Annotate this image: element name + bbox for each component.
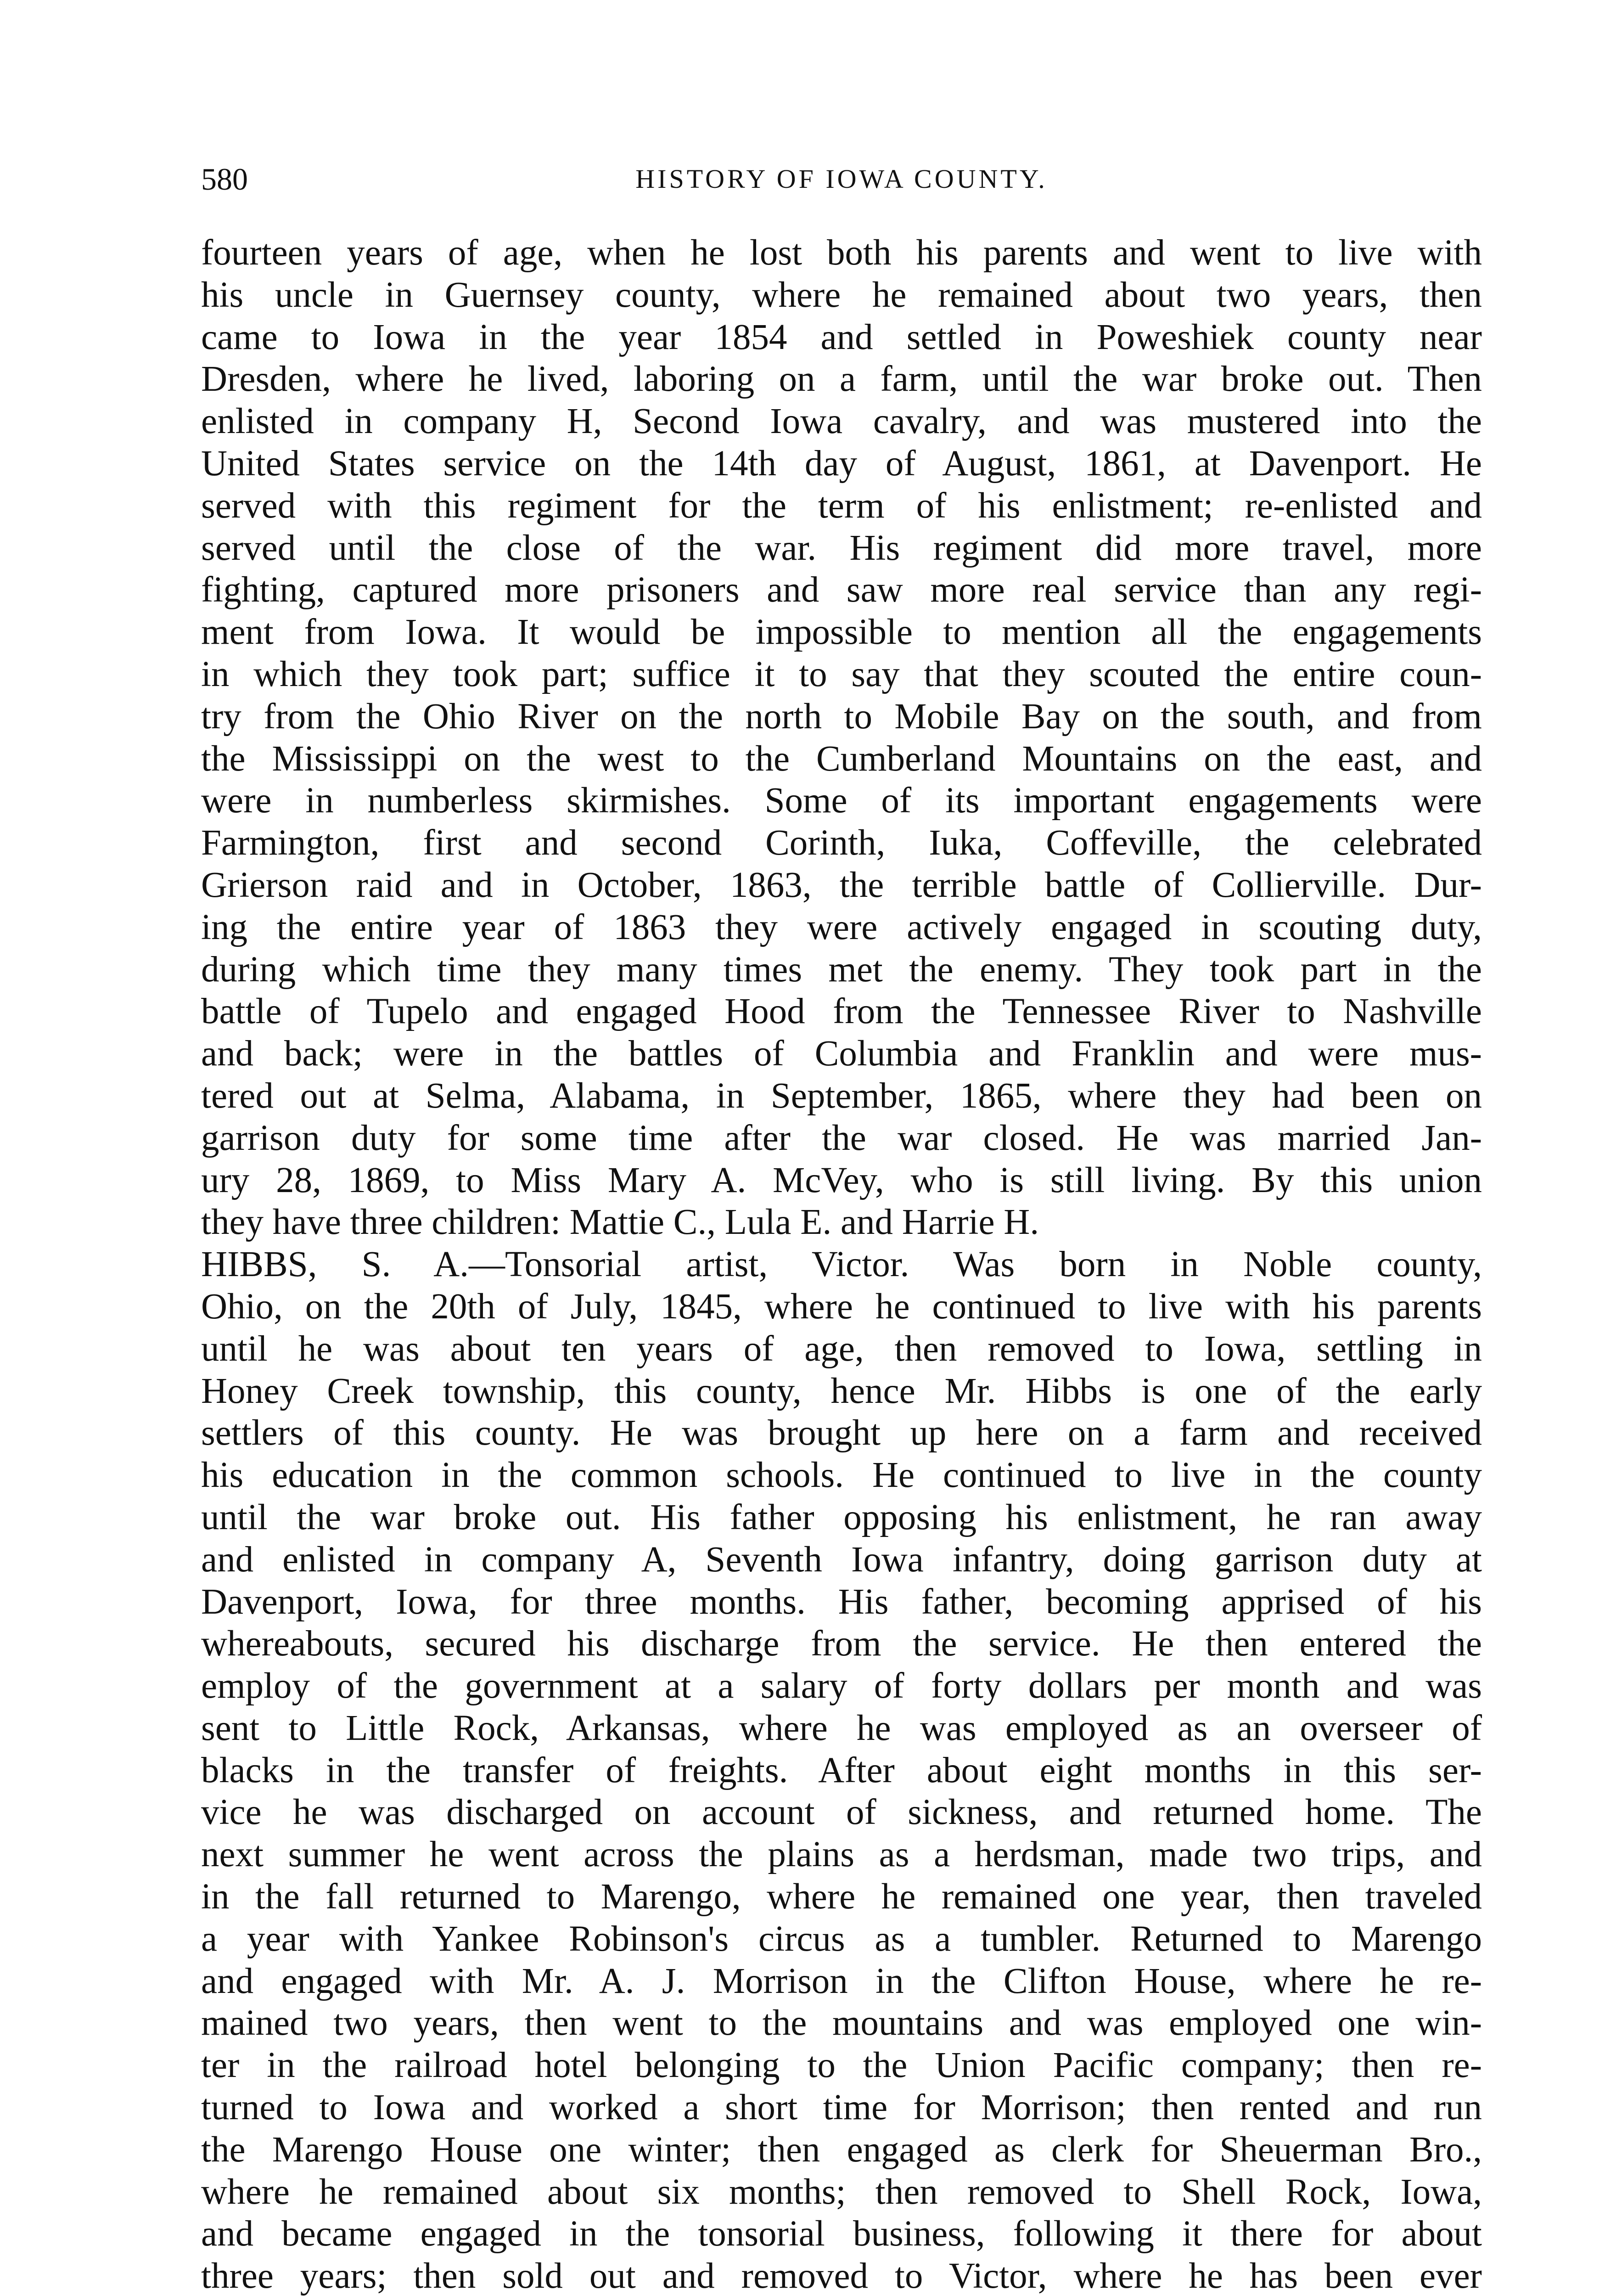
text-line: Farmington, first and second Corinth, Iuka, Coffeville, the celebrated bbox=[201, 823, 1482, 863]
text-line: until he was about ten years of age, then removed to Iowa, settling in bbox=[201, 1328, 1482, 1369]
text-line: settlers of this county. He was brought up here on a farm and received bbox=[201, 1413, 1482, 1453]
text-line: mained two years, then went to the mountains and was employed one win- bbox=[201, 2003, 1482, 2043]
text-line: tered out at Selma, Alabama, in September, 1865, where they had been on bbox=[201, 1075, 1482, 1116]
text-line: Grierson raid and in October, 1863, the terrible battle of Collierville. Dur- bbox=[201, 865, 1482, 905]
text-line: and back; were in the battles of Columbia and Franklin and were mus- bbox=[201, 1034, 1482, 1074]
text-line: turned to Iowa and worked a short time for Morrison; then rented and run bbox=[201, 2088, 1482, 2128]
text-line: came to Iowa in the year 1854 and settled in Poweshiek county near bbox=[201, 317, 1482, 357]
text-line: they have three children: Mattie C., Lula E. and Harrie H. bbox=[201, 1202, 1039, 1243]
running-title: HISTORY OF IOWA COUNTY. bbox=[635, 164, 1048, 194]
text-line: in the fall returned to Marengo, where he remained one year, then traveled bbox=[201, 1877, 1482, 1917]
text-line: served until the close of the war. His regiment did more travel, more bbox=[201, 528, 1482, 568]
text-line: whereabouts, secured his discharge from the service. He then entered the bbox=[201, 1624, 1482, 1664]
text-line: ment from Iowa. It would be impossible to mention all the engagements bbox=[201, 612, 1482, 653]
text-line: and enlisted in company A, Seventh Iowa infantry, doing garrison duty at bbox=[201, 1539, 1482, 1580]
text-line: try from the Ohio River on the north to Mobile Bay on the south, and from bbox=[201, 696, 1482, 737]
text-line: until the war broke out. His father opposing his enlistment, he ran away bbox=[201, 1497, 1482, 1537]
text-line: next summer he went across the plains as a herdsman, made two trips, and bbox=[201, 1835, 1482, 1875]
text-line: a year with Yankee Robinson's circus as a tumbler. Returned to Marengo bbox=[201, 1919, 1482, 1959]
text-line: Ohio, on the 20th of July, 1845, where he continued to live with his parents bbox=[201, 1286, 1482, 1327]
text-line: ter in the railroad hotel belonging to the Union Pacific company; then re- bbox=[201, 2045, 1482, 2086]
text-line: during which time they many times met the enemy. They took part in the bbox=[201, 949, 1482, 990]
text-line: battle of Tupelo and engaged Hood from the Tennessee River to Nashville bbox=[201, 991, 1482, 1032]
text-line: blacks in the transfer of freights. After about eight months in this ser- bbox=[201, 1750, 1482, 1790]
text-line: where he remained about six months; then removed to Shell Rock, Iowa, bbox=[201, 2172, 1482, 2212]
text-line: fourteen years of age, when he lost both his parents and went to live with bbox=[201, 233, 1482, 273]
text-line: garrison duty for some time after the war closed. He was married Jan- bbox=[201, 1118, 1482, 1158]
page-number: 580 bbox=[201, 162, 248, 197]
text-line: Davenport, Iowa, for three months. His father, becoming apprised of his bbox=[201, 1581, 1482, 1622]
body-text bbox=[201, 232, 1482, 2296]
text-line: Honey Creek township, this county, hence Mr. Hibbs is one of the early bbox=[201, 1371, 1482, 1411]
running-head bbox=[201, 161, 1482, 197]
text-line: employ of the government at a salary of forty dollars per month and was bbox=[201, 1666, 1482, 1706]
text-line: enlisted in company H, Second Iowa cavalry, and was mustered into the bbox=[201, 401, 1482, 442]
text-line: and became engaged in the tonsorial business, following it there for about bbox=[201, 2214, 1482, 2254]
text-line: his education in the common schools. He continued to live in the county bbox=[201, 1455, 1482, 1496]
text-line: ing the entire year of 1863 they were actively engaged in scouting duty, bbox=[201, 907, 1482, 947]
text-line: were in numberless skirmishes. Some of its important engagements were bbox=[201, 781, 1482, 821]
text-line: three years; then sold out and removed to Victor, where he has been ever bbox=[201, 2256, 1482, 2296]
text-line: United States service on the 14th day of August, 1861, at Davenport. He bbox=[201, 443, 1482, 484]
text-line: the Mississippi on the west to the Cumberland Mountains on the east, and bbox=[201, 738, 1482, 779]
text-line: the Marengo House one winter; then engaged as clerk for Sheuerman Bro., bbox=[201, 2129, 1482, 2170]
text-line: sent to Little Rock, Arkansas, where he was employed as an overseer of bbox=[201, 1708, 1482, 1748]
text-line: served with this regiment for the term of his enlistment; re-enlisted and bbox=[201, 485, 1482, 526]
text-line: vice he was discharged on account of sickness, and returned home. The bbox=[201, 1792, 1482, 1833]
text-line: fighting, captured more prisoners and saw more real service than any regi- bbox=[201, 570, 1482, 610]
text-line: HIBBS, S. A.—Tonsorial artist, Victor. Was born in Noble county, bbox=[201, 1244, 1482, 1285]
text-line: Dresden, where he lived, laboring on a farm, until the war broke out. Then bbox=[201, 359, 1482, 400]
text-line: in which they took part; suffice it to say that they scouted the entire coun- bbox=[201, 654, 1482, 694]
text-line: and engaged with Mr. A. J. Morrison in the Clifton House, where he re- bbox=[201, 1961, 1482, 2001]
text-line: ury 28, 1869, to Miss Mary A. McVey, who is still living. By this union bbox=[201, 1160, 1482, 1200]
text-line: his uncle in Guernsey county, where he remained about two years, then bbox=[201, 275, 1482, 315]
